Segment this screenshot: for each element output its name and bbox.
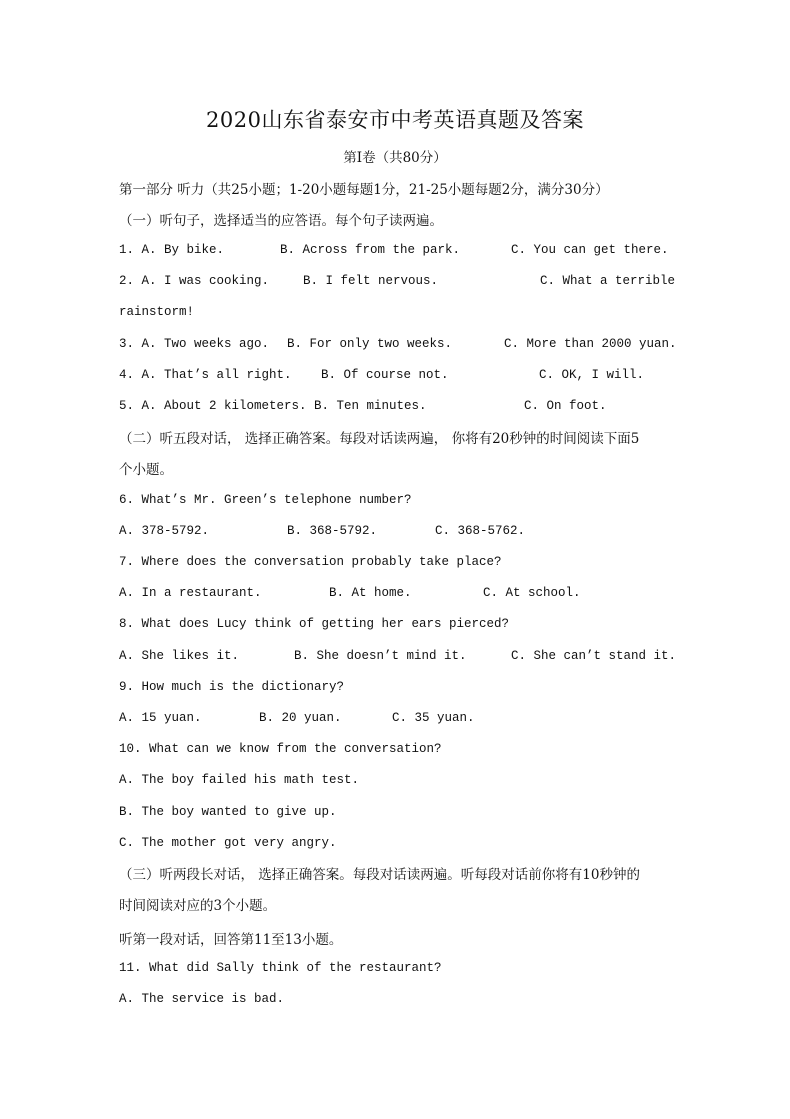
dialogue1-instruction: 听第一段对话，回答第11至13小题。 [119, 932, 343, 948]
q9-option-b: B. 20 yuan. [259, 711, 342, 725]
q8-option-b: B. She doesn’t mind it. [294, 649, 467, 663]
q7-option-c: C. At school. [483, 586, 581, 600]
q8-option-a: A. She likes it. [119, 649, 240, 663]
q10-option-a: A. The boy failed his math test. [119, 773, 360, 787]
q4-option-a: 4. A. That’s all right. [119, 368, 292, 382]
q7-stem: 7. Where does the conversation probably take place? [119, 555, 502, 569]
q5-option-a: 5. A. About 2 kilometers. [119, 399, 307, 413]
q2-option-a: 2. A. I was cooking. [119, 274, 270, 288]
q3-option-a: 3. A. Two weeks ago. [119, 337, 270, 351]
page-subtitle: 第I卷（共80分） [343, 150, 447, 166]
q9-stem: 9. How much is the dictionary? [119, 680, 345, 694]
q5-option-b: B. Ten minutes. [314, 399, 427, 413]
q6-option-c: C. 368-5762. [435, 524, 526, 538]
q11-stem: 11. What did Sally think of the restaurant? [119, 961, 442, 975]
section2-header-line2: 个小题。 [119, 462, 173, 478]
q11-option-a: A. The service is bad. [119, 992, 285, 1006]
q2-option-c: C. What a terrible [540, 274, 676, 288]
q9-option-a: A. 15 yuan. [119, 711, 202, 725]
q4-option-c: C. OK, I will. [539, 368, 645, 382]
q8-stem: 8. What does Lucy think of getting her ears pierced? [119, 617, 510, 631]
q3-option-b: B. For only two weeks. [287, 337, 453, 351]
q5-option-c: C. On foot. [524, 399, 607, 413]
q8-option-c: C. She can’t stand it. [511, 649, 677, 663]
q2-option-c-continued: rainstorm! [119, 305, 195, 319]
q10-stem: 10. What can we know from the conversation? [119, 742, 442, 756]
q7-option-b: B. At home. [329, 586, 412, 600]
q6-option-a: A. 378-5792. [119, 524, 210, 538]
section1-header: （一）听句子，选择适当的应答语。每个句子读两遍。 [119, 213, 443, 229]
q6-stem: 6. What’s Mr. Green’s telephone number? [119, 493, 412, 507]
q1-option-c: C. You can get there. [511, 243, 669, 257]
part1-header: 第一部分 听力（共25小题；1-20小题每题1分，21-25小题每题2分，满分30分） [119, 182, 609, 198]
q6-option-b: B. 368-5792. [287, 524, 378, 538]
q10-option-c: C. The mother got very angry. [119, 836, 337, 850]
q4-option-b: B. Of course not. [321, 368, 449, 382]
q1-option-b: B. Across from the park. [280, 243, 461, 257]
section3-header-line1: （三）听两段长对话， 选择正确答案。每段对话读两遍。听每段对话前你将有10秒钟的 [119, 867, 640, 883]
q7-option-a: A. In a restaurant. [119, 586, 262, 600]
q3-option-c: C. More than 2000 yuan. [504, 337, 677, 351]
q1-option-a: 1. A. By bike. [119, 243, 225, 257]
section2-header-line1: （二）听五段对话， 选择正确答案。每段对话读两遍， 你将有20秒钟的时间阅读下面5 [119, 431, 640, 447]
q2-option-b: B. I felt nervous. [303, 274, 439, 288]
q10-option-b: B. The boy wanted to give up. [119, 805, 337, 819]
page-title: 2020山东省泰安市中考英语真题及答案 [206, 108, 584, 132]
q9-option-c: C. 35 yuan. [392, 711, 475, 725]
section3-header-line2: 时间阅读对应的3个小题。 [119, 898, 277, 914]
